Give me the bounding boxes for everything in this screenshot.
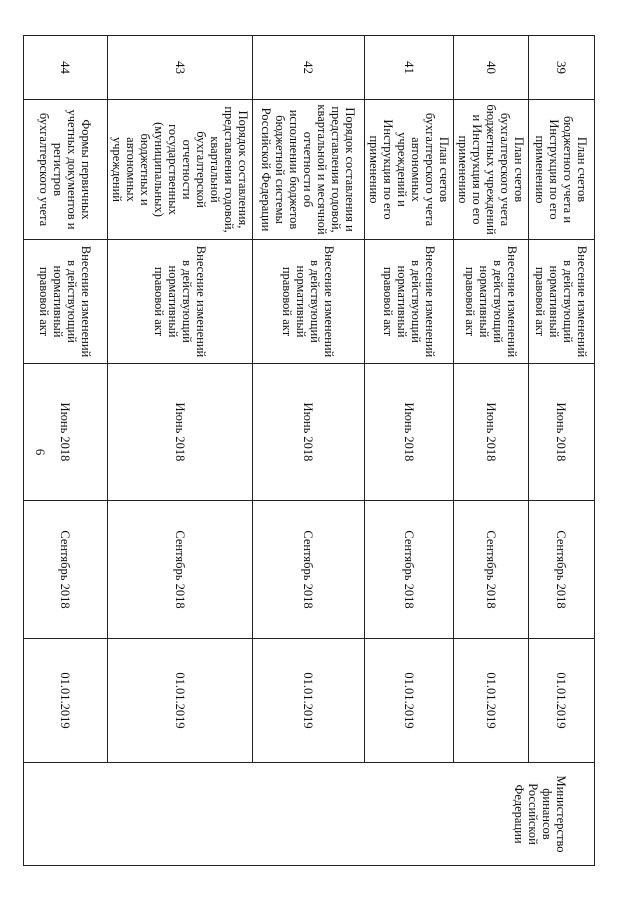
row-number: 43 <box>108 36 253 100</box>
adoption-date: Сентябрь 2018 <box>529 501 595 639</box>
draft-date: Июнь 2018 <box>253 364 365 501</box>
adoption-date: Сентябрь 2018 <box>454 501 529 639</box>
draft-date: Июнь 2018 <box>108 364 253 501</box>
rotated-table-container <box>37 35 595 865</box>
effective-date: 01.01.2019 <box>108 639 253 763</box>
adoption-date: Сентябрь 2018 <box>253 501 365 639</box>
effective-date: 01.01.2019 <box>365 639 454 763</box>
effective-date: 01.01.2019 <box>253 639 365 763</box>
document-title: План счетов бухгалтерского учета автономных учреждений и Инструкция по его применению <box>365 100 454 240</box>
action-type: Внесение изменений в действующий нормативный правовой акт <box>24 240 108 364</box>
effective-date: 01.01.2019 <box>454 639 529 763</box>
row-number: 42 <box>253 36 365 100</box>
table-row <box>454 36 529 866</box>
table-row <box>108 36 253 866</box>
effective-date: 01.01.2019 <box>24 639 108 763</box>
plan-table <box>23 35 595 866</box>
action-type: Внесение изменений в действующий нормативный правовой акт <box>253 240 365 364</box>
action-type: Внесение изменений в действующий нормативный правовой акт <box>454 240 529 364</box>
effective-date: 01.01.2019 <box>529 639 595 763</box>
page-number: 6 <box>33 448 48 456</box>
draft-date: Июнь 2018 <box>365 364 454 501</box>
document-title: План счетов бюджетного учета и Инструкция по его применению <box>529 100 595 240</box>
row-number: 39 <box>529 36 595 100</box>
responsible-authority: Министерство финансов Российской Федерации <box>24 763 595 866</box>
document-title: Порядок составления, представления годовой, квартальной бухгалтерской отчетности государственных (муниципальных) бюджетных и автономных учреждений <box>108 100 253 240</box>
document-title: План счетов бухгалтерского учета бюджетных учреждений и Инструкция по его применению <box>454 100 529 240</box>
row-number: 40 <box>454 36 529 100</box>
table-row <box>24 36 108 866</box>
table-row <box>253 36 365 866</box>
draft-date: Июнь 2018 <box>454 364 529 501</box>
action-type: Внесение изменений в действующий нормативный правовой акт <box>365 240 454 364</box>
table-row <box>365 36 454 866</box>
row-number: 41 <box>365 36 454 100</box>
action-type: Внесение изменений в действующий нормативный правовой акт <box>108 240 253 364</box>
document-title: Формы первичных учетных документов и регистров бухгалтерского учета <box>24 100 108 240</box>
row-number: 44 <box>24 36 108 100</box>
document-title: Порядок составления и представления годовой, квартальной и месячной отчетности об исполнении бюджетов бюджетной системы Российской Федерации <box>253 100 365 240</box>
action-type: Внесение изменений в действующий нормативный правовой акт <box>529 240 595 364</box>
draft-date: Июнь 2018 <box>24 364 108 501</box>
draft-date: Июнь 2018 <box>529 364 595 501</box>
table-row <box>529 36 595 866</box>
adoption-date: Сентябрь 2018 <box>108 501 253 639</box>
adoption-date: Сентябрь 2018 <box>365 501 454 639</box>
adoption-date: Сентябрь 2018 <box>24 501 108 639</box>
